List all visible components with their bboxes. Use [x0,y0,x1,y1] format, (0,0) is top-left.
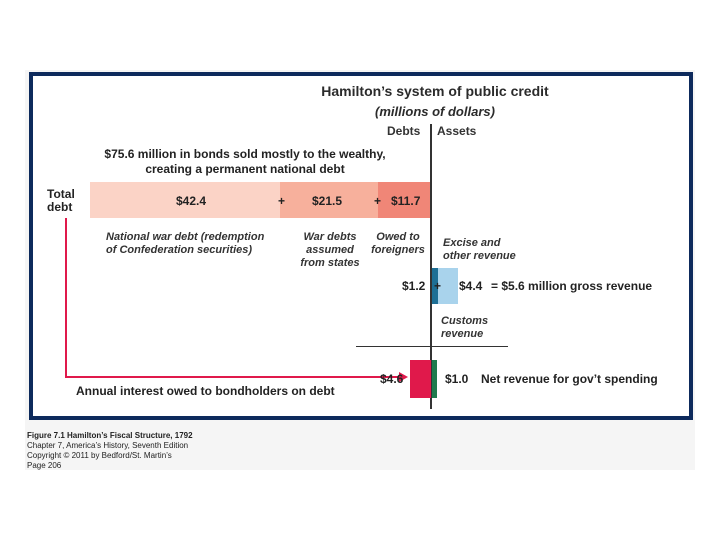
plus-sign-1: + [278,194,286,208]
customs-label [441,315,521,341]
excise-label [443,237,553,263]
debt-value-state-assumed: $21.5 [312,194,343,208]
interest-bar [410,360,431,398]
debt-label-state-line-1: War debts [303,231,357,243]
plus-sign-2: + [374,194,382,208]
caption-line-2: Chapter 7, America’s History, Seventh Edition [27,441,189,450]
debt-label-state-line-2: assumed [306,244,354,256]
bonds-note-line-2: creating a permanent national debt [145,162,345,176]
figure-title: Hamilton’s system of public credit [321,83,549,99]
caption-line-4: Page 206 [27,461,62,470]
figure-subtitle: (millions of dollars) [375,104,495,119]
bonds-note-line-1: $75.6 million in bonds sold mostly to the wealthy, [104,147,386,161]
arrow-shaft-horizontal [65,376,400,378]
caption-line-1: Figure 7.1 Hamilton’s Fiscal Structure, 1792 [27,431,193,440]
total-debt-label [47,188,75,214]
customs-value: $4.4 [459,279,483,293]
debt-label-foreign-line-1: Owed to [376,231,420,243]
debt-label-state-assumed [295,231,365,270]
net-revenue-bar [432,360,437,398]
debt-label-national-war-line-2: of Confederation securities) [106,244,253,256]
customs-label-line-1: Customs [441,315,489,327]
debt-label-national-war-line-1: National war debt (redemption [106,231,265,243]
customs-label-line-2: revenue [441,328,484,340]
total-debt-line-2: debt [47,200,73,214]
net-revenue-label: Net revenue for gov’t spending [481,372,658,386]
interest-label: Annual interest owed to bondholders on debt [76,384,335,398]
caption-line-3: Copyright © 2011 by Bedford/St. Martin’s [27,451,172,460]
excise-label-line-1: Excise and [443,237,501,249]
debt-label-foreign [366,231,430,257]
plus-sign-3: + [434,279,442,293]
debt-label-foreign-line-2: foreigners [371,244,425,256]
debt-label-national-war [106,231,296,257]
total-debt-line-1: Total [47,187,75,201]
revenue-divider [356,346,508,347]
debts-header: Debts [387,124,421,138]
interest-value: $4.6 [380,372,404,386]
debt-label-state-line-3: from states [300,257,360,269]
assets-header: Assets [437,124,477,138]
bonds-note [90,147,400,177]
debt-value-national-war: $42.4 [176,194,207,208]
excise-label-line-2: other revenue [443,250,516,262]
arrow-shaft-vertical [65,218,67,378]
debt-value-foreign: $11.7 [391,194,421,208]
net-revenue-value: $1.0 [445,372,469,386]
gross-revenue-text: = $5.6 million gross revenue [491,279,653,293]
excise-value: $1.2 [402,279,426,293]
figure-caption [27,431,193,471]
